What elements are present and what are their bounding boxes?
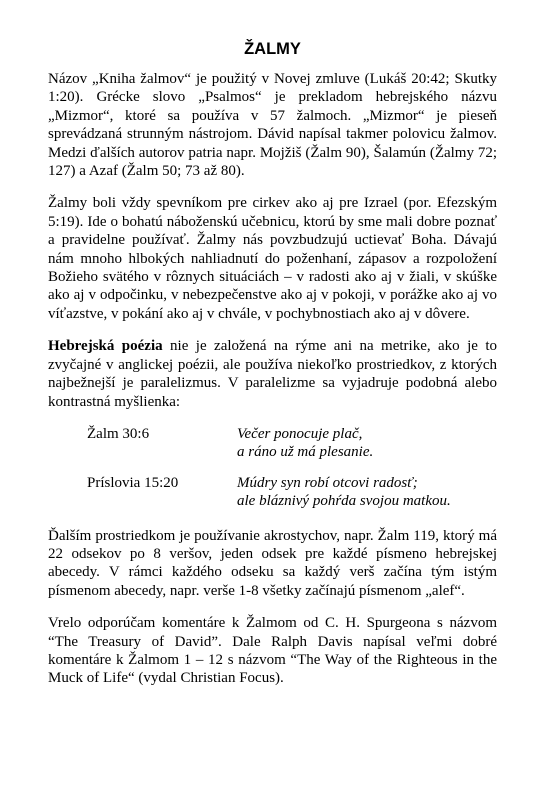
poetry-text: nie je založená na rýme ani na metrike, ako je to zvyčajné v anglickej poézii, ale používa niekoľko prostriedkov, z ktorých najbežnejší je paralelizmus. V paralelizme sa vyjadruje podobná alebo kontrastná myšlienka: bbox=[48, 338, 498, 410]
paragraph-poetry bbox=[48, 337, 497, 411]
paragraph-recommendation: Vrelo odporúčam komentáre k Žalmom od C. H. Spurgeona s názvom “The Treasury of David”. Dale Ralph Davis napísal veľmi dobré komentáre k Žalmom 1 – 12 s názvom “The Way of the Righteous in the Muck of Life“ (vydal Christian Focus). bbox=[48, 615, 497, 687]
page-title: ŽALMY bbox=[244, 40, 301, 58]
paragraph-acrostics: Ďalším prostriedkom je používanie akrostychov, napr. Žalm 119, ktorý má 22 odsekov po 8 veršov, jeden odsek pre každé písmeno hebrejskej abecedy. V rámci každého odseku sa každý verš začína tým istým písmenom abecedy, napr. verše 1-8 všetky začínajú písmenom „alef“. bbox=[48, 527, 497, 599]
document-page bbox=[48, 38, 497, 702]
quote-text bbox=[237, 425, 373, 462]
quote-line: Múdry syn robí otcovi radosť; bbox=[237, 474, 418, 491]
quote-row bbox=[48, 425, 497, 462]
paragraph-usage: Žalmy boli vždy spevníkom pre cirkev ako aj pre Izrael (por. Efezským 5:19). Ide o bohatú náboženskú učebnicu, ktorú by sme mali dobre poznať a pravidelne používať. Žalmy nás povzbudzujú uctievať Boha. Dávajú nám mnoho hlbokých nahliadnutí do poženhaní, zápasov a rozpoložení Božieho svätého v rôznych situáciách – v radosti ako aj v žiali, v skúške ako aj v odpočinku, v nebezpečenstve ako aj v pokoji, v porážke ako aj vo víťazstve, v pokání ako aj v chvále, v pochybnostiach ako aj v dôvere. bbox=[48, 195, 497, 322]
quote-line: a ráno už má plesanie. bbox=[237, 444, 374, 461]
quote-line: Večer ponocuje plač, bbox=[237, 425, 363, 442]
quote-reference: Príslovia 15:20 bbox=[87, 474, 179, 491]
quote-line: ale bláznivý pohŕda svojou matkou. bbox=[237, 493, 451, 510]
quote-row bbox=[48, 474, 497, 511]
quote-text bbox=[237, 474, 451, 511]
paragraph-intro: Názov „Kniha žalmov“ je použitý v Novej zmluve (Lukáš 20:42; Skutky 1:20). Grécke slovo „Psalmos“ je prekladom hebrejského názvu „Mizmor“, ktoré sa používa v 57 žalmoch. „Mizmor“ je pieseň sprevádzaná strunným nástrojom. Dávid napísal takmer polovicu žalmov. Medzi ďalších autorov patria napr. Mojžiš (Žalm 90), Šalamún (Žalmy 72; 127) a Azaf (Žalm 50; 73 až 80). bbox=[48, 71, 497, 180]
poetry-heading: Hebrejská poézia bbox=[48, 338, 163, 355]
quote-reference: Žalm 30:6 bbox=[87, 425, 150, 442]
